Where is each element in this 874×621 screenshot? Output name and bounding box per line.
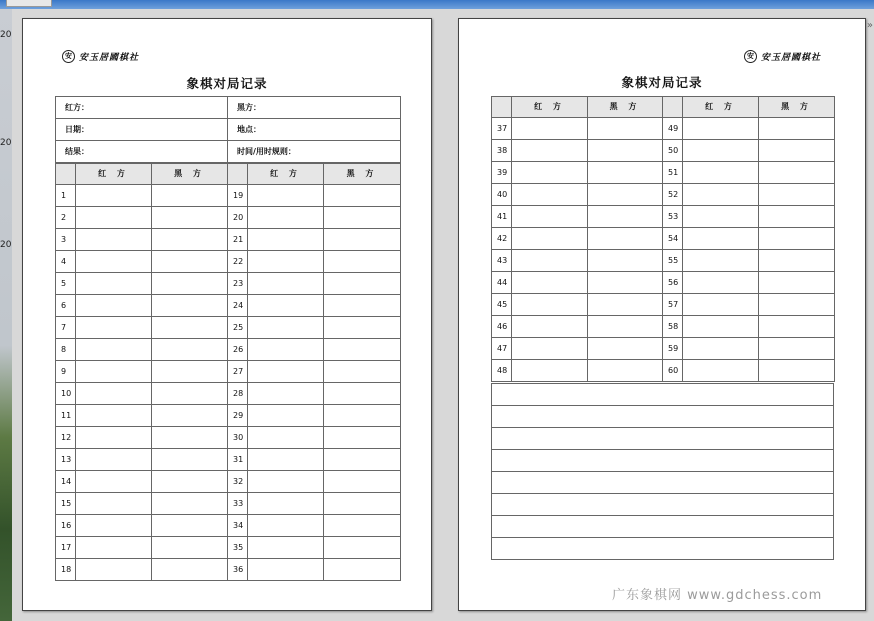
side-text-fragment: 20 bbox=[0, 30, 12, 40]
red-move-cell[interactable] bbox=[248, 361, 324, 383]
page-title: 象棋对局记录 bbox=[186, 76, 268, 91]
move-row bbox=[56, 251, 401, 273]
move-row bbox=[56, 493, 401, 515]
note-cell[interactable] bbox=[492, 538, 834, 560]
red-move-cell[interactable] bbox=[248, 229, 324, 251]
move-row bbox=[56, 207, 401, 229]
move-number: 31 bbox=[228, 449, 248, 471]
black-move-cell[interactable] bbox=[588, 118, 663, 140]
move-number: 11 bbox=[56, 405, 76, 427]
site-watermark: 广东象棋网 www.gdchess.com bbox=[612, 588, 823, 603]
column-header: 黑 方 bbox=[588, 97, 663, 118]
black-move-cell[interactable] bbox=[152, 449, 228, 471]
column-header: 红 方 bbox=[76, 164, 152, 185]
black-move-cell[interactable] bbox=[588, 294, 663, 316]
blank-note-row bbox=[492, 472, 834, 494]
move-number: 12 bbox=[56, 427, 76, 449]
red-move-cell[interactable] bbox=[512, 184, 588, 206]
black-move-cell[interactable] bbox=[324, 449, 401, 471]
move-number: 15 bbox=[56, 493, 76, 515]
red-move-cell[interactable] bbox=[512, 250, 588, 272]
black-move-cell[interactable] bbox=[588, 228, 663, 250]
red-move-cell[interactable] bbox=[248, 317, 324, 339]
move-row bbox=[492, 294, 835, 316]
move-number: 52 bbox=[663, 184, 683, 206]
column-header: 黑 方 bbox=[152, 164, 228, 185]
column-header bbox=[56, 164, 76, 185]
move-number: 60 bbox=[663, 360, 683, 382]
red-move-cell[interactable] bbox=[76, 449, 152, 471]
black-move-cell[interactable] bbox=[152, 251, 228, 273]
black-move-cell[interactable] bbox=[152, 383, 228, 405]
red-move-cell[interactable] bbox=[76, 207, 152, 229]
game-info-table bbox=[55, 96, 401, 163]
red-move-cell[interactable] bbox=[76, 317, 152, 339]
red-move-cell[interactable] bbox=[248, 427, 324, 449]
black-move-cell[interactable] bbox=[152, 229, 228, 251]
move-number: 28 bbox=[228, 383, 248, 405]
black-move-cell[interactable] bbox=[324, 295, 401, 317]
move-row bbox=[56, 361, 401, 383]
black-move-cell[interactable] bbox=[759, 294, 835, 316]
move-row bbox=[56, 185, 401, 207]
black-move-cell[interactable] bbox=[324, 229, 401, 251]
move-number: 42 bbox=[492, 228, 512, 250]
red-move-cell[interactable] bbox=[512, 118, 588, 140]
black-move-cell[interactable] bbox=[152, 295, 228, 317]
red-move-cell[interactable] bbox=[683, 250, 759, 272]
red-move-cell[interactable] bbox=[512, 360, 588, 382]
red-move-cell[interactable] bbox=[248, 251, 324, 273]
move-number: 41 bbox=[492, 206, 512, 228]
red-move-cell[interactable] bbox=[248, 515, 324, 537]
black-move-cell[interactable] bbox=[588, 316, 663, 338]
move-number: 51 bbox=[663, 162, 683, 184]
black-move-cell[interactable] bbox=[324, 427, 401, 449]
move-number: 58 bbox=[663, 316, 683, 338]
info-row bbox=[56, 97, 401, 119]
note-cell[interactable] bbox=[492, 516, 834, 538]
column-header: 黑 方 bbox=[759, 97, 835, 118]
red-move-cell[interactable] bbox=[248, 185, 324, 207]
blank-note-row bbox=[492, 428, 834, 450]
red-move-cell[interactable] bbox=[512, 338, 588, 360]
move-row bbox=[56, 427, 401, 449]
page-left bbox=[22, 18, 432, 611]
red-move-cell[interactable] bbox=[76, 185, 152, 207]
info-field[interactable]: 结果： bbox=[56, 141, 228, 163]
black-move-cell[interactable] bbox=[324, 317, 401, 339]
black-move-cell[interactable] bbox=[152, 207, 228, 229]
red-move-cell[interactable] bbox=[512, 228, 588, 250]
move-row bbox=[56, 273, 401, 295]
corner-chevron-icon[interactable]: » bbox=[866, 20, 873, 31]
red-move-cell[interactable] bbox=[248, 207, 324, 229]
black-move-cell[interactable] bbox=[324, 383, 401, 405]
note-cell[interactable] bbox=[492, 406, 834, 428]
red-move-cell[interactable] bbox=[248, 449, 324, 471]
move-row bbox=[56, 405, 401, 427]
black-move-cell[interactable] bbox=[152, 317, 228, 339]
black-move-cell[interactable] bbox=[588, 250, 663, 272]
black-move-cell[interactable] bbox=[152, 537, 228, 559]
black-move-cell[interactable] bbox=[152, 427, 228, 449]
red-move-cell[interactable] bbox=[76, 559, 152, 581]
seal-icon: 安 bbox=[62, 50, 75, 63]
red-move-cell[interactable] bbox=[248, 295, 324, 317]
info-field[interactable]: 黑方： bbox=[228, 97, 401, 119]
red-move-cell[interactable] bbox=[248, 471, 324, 493]
move-number: 35 bbox=[228, 537, 248, 559]
black-move-cell[interactable] bbox=[759, 162, 835, 184]
black-move-cell[interactable] bbox=[588, 184, 663, 206]
info-field[interactable]: 日期： bbox=[56, 119, 228, 141]
column-header bbox=[492, 97, 512, 118]
info-field[interactable]: 红方： bbox=[56, 97, 228, 119]
move-number: 49 bbox=[663, 118, 683, 140]
black-move-cell[interactable] bbox=[152, 361, 228, 383]
red-move-cell[interactable] bbox=[683, 272, 759, 294]
red-move-cell[interactable] bbox=[76, 295, 152, 317]
column-header: 红 方 bbox=[512, 97, 588, 118]
move-number: 21 bbox=[228, 229, 248, 251]
black-move-cell[interactable] bbox=[759, 206, 835, 228]
black-move-cell[interactable] bbox=[588, 338, 663, 360]
info-row bbox=[56, 119, 401, 141]
side-text-fragment: 20 bbox=[0, 138, 12, 148]
move-row bbox=[492, 140, 835, 162]
move-row bbox=[56, 229, 401, 251]
move-row bbox=[492, 360, 835, 382]
move-row bbox=[56, 339, 401, 361]
red-move-cell[interactable] bbox=[248, 405, 324, 427]
page-right bbox=[458, 18, 866, 611]
info-row bbox=[56, 141, 401, 163]
column-header bbox=[228, 164, 248, 185]
window-tab[interactable] bbox=[6, 0, 52, 7]
move-row bbox=[492, 228, 835, 250]
black-move-cell[interactable] bbox=[324, 537, 401, 559]
move-number: 20 bbox=[228, 207, 248, 229]
move-number: 10 bbox=[56, 383, 76, 405]
black-move-cell[interactable] bbox=[324, 515, 401, 537]
black-move-cell[interactable] bbox=[152, 559, 228, 581]
black-move-cell[interactable] bbox=[324, 273, 401, 295]
move-number: 47 bbox=[492, 338, 512, 360]
blank-note-row bbox=[492, 406, 834, 428]
red-move-cell[interactable] bbox=[248, 383, 324, 405]
black-move-cell[interactable] bbox=[152, 273, 228, 295]
move-row bbox=[492, 250, 835, 272]
move-number: 45 bbox=[492, 294, 512, 316]
black-move-cell[interactable] bbox=[324, 339, 401, 361]
move-number: 27 bbox=[228, 361, 248, 383]
black-move-cell[interactable] bbox=[759, 250, 835, 272]
move-number: 56 bbox=[663, 272, 683, 294]
move-number: 6 bbox=[56, 295, 76, 317]
move-row bbox=[56, 471, 401, 493]
black-move-cell[interactable] bbox=[588, 272, 663, 294]
black-move-cell[interactable] bbox=[588, 162, 663, 184]
black-move-cell[interactable] bbox=[324, 471, 401, 493]
black-move-cell[interactable] bbox=[324, 361, 401, 383]
red-move-cell[interactable] bbox=[512, 140, 588, 162]
desktop-background-strip bbox=[0, 9, 12, 621]
red-move-cell[interactable] bbox=[512, 206, 588, 228]
red-move-cell[interactable] bbox=[76, 405, 152, 427]
move-number: 59 bbox=[663, 338, 683, 360]
move-number: 3 bbox=[56, 229, 76, 251]
blank-note-row bbox=[492, 384, 834, 406]
club-logo bbox=[62, 50, 139, 63]
black-move-cell[interactable] bbox=[759, 360, 835, 382]
black-move-cell[interactable] bbox=[759, 184, 835, 206]
column-header: 黑 方 bbox=[324, 164, 401, 185]
red-move-cell[interactable] bbox=[512, 162, 588, 184]
black-move-cell[interactable] bbox=[152, 185, 228, 207]
window-top-strip bbox=[0, 0, 874, 9]
move-number: 30 bbox=[228, 427, 248, 449]
column-header bbox=[663, 97, 683, 118]
blank-note-row bbox=[492, 538, 834, 560]
column-header: 红 方 bbox=[248, 164, 324, 185]
move-number: 48 bbox=[492, 360, 512, 382]
move-number: 40 bbox=[492, 184, 512, 206]
black-move-cell[interactable] bbox=[152, 515, 228, 537]
header-row bbox=[492, 97, 835, 118]
black-move-cell[interactable] bbox=[588, 206, 663, 228]
red-move-cell[interactable] bbox=[76, 537, 152, 559]
move-row bbox=[492, 118, 835, 140]
move-number: 39 bbox=[492, 162, 512, 184]
move-number: 46 bbox=[492, 316, 512, 338]
move-row bbox=[492, 162, 835, 184]
move-number: 29 bbox=[228, 405, 248, 427]
red-move-cell[interactable] bbox=[683, 316, 759, 338]
move-number: 1 bbox=[56, 185, 76, 207]
move-row bbox=[492, 184, 835, 206]
red-move-cell[interactable] bbox=[512, 316, 588, 338]
black-move-cell[interactable] bbox=[152, 405, 228, 427]
red-move-cell[interactable] bbox=[76, 229, 152, 251]
note-cell[interactable] bbox=[492, 450, 834, 472]
move-row bbox=[492, 206, 835, 228]
side-text-fragment: 20 bbox=[0, 240, 12, 250]
red-move-cell[interactable] bbox=[76, 339, 152, 361]
move-number: 33 bbox=[228, 493, 248, 515]
blank-note-row bbox=[492, 516, 834, 538]
red-move-cell[interactable] bbox=[683, 338, 759, 360]
red-move-cell[interactable] bbox=[683, 184, 759, 206]
header-row bbox=[56, 164, 401, 185]
move-number: 55 bbox=[663, 250, 683, 272]
logo-text: 安玉居國棋社 bbox=[761, 53, 822, 63]
black-move-cell[interactable] bbox=[324, 493, 401, 515]
move-number: 32 bbox=[228, 471, 248, 493]
info-field[interactable]: 时间/用时规则： bbox=[228, 141, 401, 163]
red-move-cell[interactable] bbox=[76, 515, 152, 537]
moves-table bbox=[55, 163, 401, 581]
red-move-cell[interactable] bbox=[683, 206, 759, 228]
move-row bbox=[56, 559, 401, 581]
move-number: 17 bbox=[56, 537, 76, 559]
red-move-cell[interactable] bbox=[683, 360, 759, 382]
move-row bbox=[56, 449, 401, 471]
move-number: 22 bbox=[228, 251, 248, 273]
move-number: 50 bbox=[663, 140, 683, 162]
red-move-cell[interactable] bbox=[248, 559, 324, 581]
moves-table bbox=[491, 96, 835, 382]
move-number: 8 bbox=[56, 339, 76, 361]
blank-note-row bbox=[492, 450, 834, 472]
note-cell[interactable] bbox=[492, 472, 834, 494]
black-move-cell[interactable] bbox=[324, 207, 401, 229]
move-number: 38 bbox=[492, 140, 512, 162]
move-row bbox=[56, 515, 401, 537]
move-number: 37 bbox=[492, 118, 512, 140]
red-move-cell[interactable] bbox=[76, 471, 152, 493]
move-number: 43 bbox=[492, 250, 512, 272]
red-move-cell[interactable] bbox=[683, 294, 759, 316]
move-number: 5 bbox=[56, 273, 76, 295]
move-row bbox=[492, 272, 835, 294]
move-number: 54 bbox=[663, 228, 683, 250]
move-number: 34 bbox=[228, 515, 248, 537]
black-move-cell[interactable] bbox=[759, 118, 835, 140]
red-move-cell[interactable] bbox=[683, 118, 759, 140]
move-number: 53 bbox=[663, 206, 683, 228]
red-move-cell[interactable] bbox=[683, 162, 759, 184]
move-number: 36 bbox=[228, 559, 248, 581]
move-number: 14 bbox=[56, 471, 76, 493]
black-move-cell[interactable] bbox=[152, 493, 228, 515]
move-number: 26 bbox=[228, 339, 248, 361]
move-row bbox=[56, 317, 401, 339]
black-move-cell[interactable] bbox=[759, 338, 835, 360]
note-cell[interactable] bbox=[492, 428, 834, 450]
page-title: 象棋对局记录 bbox=[621, 75, 703, 90]
red-move-cell[interactable] bbox=[683, 228, 759, 250]
red-move-cell[interactable] bbox=[683, 140, 759, 162]
move-number: 19 bbox=[228, 185, 248, 207]
move-number: 24 bbox=[228, 295, 248, 317]
note-cell[interactable] bbox=[492, 384, 834, 406]
move-number: 25 bbox=[228, 317, 248, 339]
red-move-cell[interactable] bbox=[76, 273, 152, 295]
red-move-cell[interactable] bbox=[512, 294, 588, 316]
move-row bbox=[56, 383, 401, 405]
red-move-cell[interactable] bbox=[248, 339, 324, 361]
move-number: 9 bbox=[56, 361, 76, 383]
black-move-cell[interactable] bbox=[324, 405, 401, 427]
red-move-cell[interactable] bbox=[248, 273, 324, 295]
black-move-cell[interactable] bbox=[759, 272, 835, 294]
seal-icon: 安 bbox=[744, 50, 757, 63]
black-move-cell[interactable] bbox=[324, 185, 401, 207]
notes-table bbox=[491, 383, 834, 560]
black-move-cell[interactable] bbox=[588, 360, 663, 382]
red-move-cell[interactable] bbox=[76, 493, 152, 515]
blank-note-row bbox=[492, 494, 834, 516]
black-move-cell[interactable] bbox=[588, 140, 663, 162]
red-move-cell[interactable] bbox=[76, 383, 152, 405]
red-move-cell[interactable] bbox=[248, 537, 324, 559]
move-number: 7 bbox=[56, 317, 76, 339]
note-cell[interactable] bbox=[492, 494, 834, 516]
red-move-cell[interactable] bbox=[512, 272, 588, 294]
black-move-cell[interactable] bbox=[324, 559, 401, 581]
club-logo bbox=[744, 50, 821, 63]
move-row bbox=[56, 295, 401, 317]
red-move-cell[interactable] bbox=[76, 251, 152, 273]
move-row bbox=[56, 537, 401, 559]
logo-text: 安玉居國棋社 bbox=[79, 53, 140, 63]
move-number: 2 bbox=[56, 207, 76, 229]
red-move-cell[interactable] bbox=[76, 427, 152, 449]
column-header: 红 方 bbox=[683, 97, 759, 118]
black-move-cell[interactable] bbox=[759, 140, 835, 162]
black-move-cell[interactable] bbox=[324, 251, 401, 273]
move-number: 23 bbox=[228, 273, 248, 295]
red-move-cell[interactable] bbox=[76, 361, 152, 383]
move-number: 44 bbox=[492, 272, 512, 294]
move-number: 16 bbox=[56, 515, 76, 537]
red-move-cell[interactable] bbox=[248, 493, 324, 515]
black-move-cell[interactable] bbox=[759, 228, 835, 250]
black-move-cell[interactable] bbox=[152, 471, 228, 493]
black-move-cell[interactable] bbox=[152, 339, 228, 361]
move-row bbox=[492, 338, 835, 360]
black-move-cell[interactable] bbox=[759, 316, 835, 338]
move-number: 57 bbox=[663, 294, 683, 316]
move-number: 13 bbox=[56, 449, 76, 471]
move-row bbox=[492, 316, 835, 338]
move-number: 18 bbox=[56, 559, 76, 581]
move-number: 4 bbox=[56, 251, 76, 273]
info-field[interactable]: 地点： bbox=[228, 119, 401, 141]
